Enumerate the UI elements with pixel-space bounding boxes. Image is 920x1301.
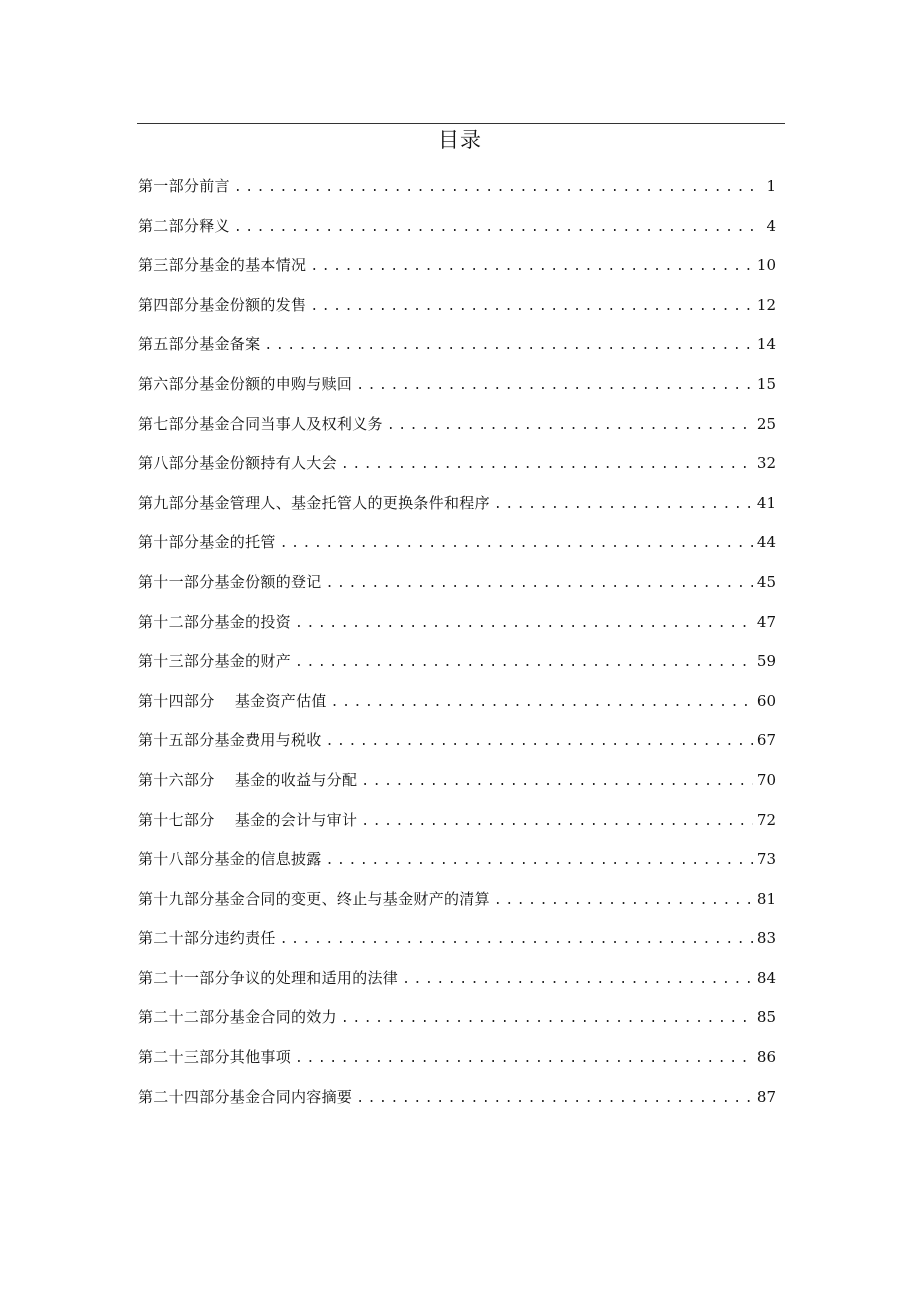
toc-entry-label: 第二十部分违约责任 xyxy=(138,929,276,948)
toc-entry-label: 第四部分基金份额的发售 xyxy=(138,295,307,314)
toc-entry-page: 12 xyxy=(756,295,776,314)
toc-entry-page: 44 xyxy=(756,533,776,552)
toc-entry-page: 72 xyxy=(756,810,776,829)
toc-entry[interactable] xyxy=(138,212,776,252)
toc-leader-dots xyxy=(341,451,753,479)
toc-entry-label: 第二十四部分基金合同内容摘要 xyxy=(138,1087,353,1106)
toc-entry-label: 第七部分基金合同当事人及权利义务 xyxy=(138,414,383,433)
toc-entry-page: 10 xyxy=(756,256,776,275)
toc-leader-dots xyxy=(361,768,753,796)
toc-entry-label: 第八部分基金份额持有人大会 xyxy=(138,454,337,473)
toc-entry-label: 第五部分基金备案 xyxy=(138,335,261,354)
toc-entry-page: 4 xyxy=(766,216,776,235)
toc-entry[interactable] xyxy=(138,687,776,727)
toc-entry-label: 第十九部分基金合同的变更、终止与基金财产的清算 xyxy=(138,889,490,908)
toc-entry-page: 87 xyxy=(756,1087,776,1106)
toc-leader-dots xyxy=(310,253,753,281)
toc-entry-label: 第十四部分 基金资产估值 xyxy=(138,691,327,710)
toc-entry[interactable] xyxy=(138,726,776,766)
toc-leader-dots xyxy=(494,491,753,519)
toc-leader-dots xyxy=(295,1045,753,1073)
toc-entry[interactable] xyxy=(138,924,776,964)
toc-entry-page: 47 xyxy=(756,612,776,631)
toc-entry-page: 1 xyxy=(766,177,776,195)
toc-leader-dots xyxy=(295,610,753,638)
toc-entry-page: 25 xyxy=(756,414,776,433)
toc-entry[interactable] xyxy=(138,410,776,450)
toc-leader-dots xyxy=(356,372,753,400)
toc-entry[interactable] xyxy=(138,370,776,410)
toc-leader-dots xyxy=(280,530,753,558)
toc-entry[interactable] xyxy=(138,964,776,1004)
toc-entry[interactable] xyxy=(138,766,776,806)
toc-leader-dots xyxy=(310,293,753,321)
toc-title: 目录 xyxy=(438,128,482,152)
toc-entry-label: 第九部分基金管理人、基金托管人的更换条件和程序 xyxy=(138,493,490,512)
toc-entry[interactable] xyxy=(138,1003,776,1043)
toc-leader-dots xyxy=(341,1005,753,1033)
toc-entry-label: 第二十一部分争议的处理和适用的法律 xyxy=(138,968,399,987)
toc-entry-page: 41 xyxy=(756,493,776,512)
toc-entry[interactable] xyxy=(138,845,776,885)
toc-leader-dots xyxy=(280,926,753,954)
toc-entry-page: 59 xyxy=(756,652,776,671)
toc-entry[interactable] xyxy=(138,647,776,687)
toc-entry-page: 73 xyxy=(756,850,776,869)
toc-entry-page: 70 xyxy=(756,770,776,789)
toc-entry-page: 60 xyxy=(756,691,776,710)
toc-entry-label: 第一部分前言 xyxy=(138,177,230,195)
toc-leader-dots xyxy=(326,728,753,756)
toc-entry-page: 32 xyxy=(756,454,776,473)
toc-entry[interactable] xyxy=(138,1083,776,1123)
toc-entry-label: 第十六部分 基金的收益与分配 xyxy=(138,770,358,789)
toc-entry-label: 第十七部分 基金的会计与审计 xyxy=(138,810,358,829)
toc-entry-page: 85 xyxy=(756,1008,776,1027)
toc-entry-page: 45 xyxy=(756,572,776,591)
toc-leader-dots xyxy=(361,808,753,836)
toc-entry[interactable] xyxy=(138,449,776,489)
toc-entry-page: 86 xyxy=(756,1048,776,1067)
toc-entry[interactable] xyxy=(138,291,776,331)
toc-leader-dots xyxy=(234,174,763,202)
toc-entry[interactable] xyxy=(138,489,776,529)
toc-entry-page: 81 xyxy=(756,889,776,908)
toc-entry-page: 84 xyxy=(756,968,776,987)
toc-entry-label: 第十二部分基金的投资 xyxy=(138,612,292,631)
toc-entry-label: 第二十三部分其他事项 xyxy=(138,1048,292,1067)
table-of-contents xyxy=(138,172,776,1122)
toc-entry[interactable] xyxy=(138,1043,776,1083)
toc-leader-dots xyxy=(356,1085,753,1113)
toc-entry-page: 67 xyxy=(756,731,776,750)
toc-leader-dots xyxy=(295,649,753,677)
toc-leader-dots xyxy=(326,847,753,875)
toc-entry-label: 第三部分基金的基本情况 xyxy=(138,256,307,275)
toc-leader-dots xyxy=(326,570,753,598)
toc-entry-label: 第十八部分基金的信息披露 xyxy=(138,850,322,869)
toc-entry[interactable] xyxy=(138,806,776,846)
toc-entry[interactable] xyxy=(138,528,776,568)
toc-entry-label: 第二部分释义 xyxy=(138,216,230,235)
toc-entry-page: 15 xyxy=(756,374,776,393)
toc-leader-dots xyxy=(387,412,753,440)
toc-leader-dots xyxy=(264,332,753,360)
toc-entry-label: 第十三部分基金的财产 xyxy=(138,652,292,671)
toc-entry-page: 14 xyxy=(756,335,776,354)
toc-entry-label: 第六部分基金份额的申购与赎回 xyxy=(138,374,353,393)
toc-leader-dots xyxy=(402,966,753,994)
toc-leader-dots xyxy=(234,214,763,242)
toc-leader-dots xyxy=(494,887,753,915)
toc-entry-page: 83 xyxy=(756,929,776,948)
toc-entry[interactable] xyxy=(138,568,776,608)
toc-entry-label: 第十五部分基金费用与税收 xyxy=(138,731,322,750)
toc-entry-label: 第十部分基金的托管 xyxy=(138,533,276,552)
toc-entry[interactable] xyxy=(138,330,776,370)
toc-leader-dots xyxy=(331,689,753,717)
toc-entry-label: 第十一部分基金份额的登记 xyxy=(138,572,322,591)
toc-entry-label: 第二十二部分基金合同的效力 xyxy=(138,1008,337,1027)
header-divider xyxy=(137,123,785,124)
toc-entry[interactable] xyxy=(138,608,776,648)
toc-entry[interactable] xyxy=(138,885,776,925)
toc-entry[interactable] xyxy=(138,251,776,291)
toc-entry[interactable] xyxy=(138,172,776,212)
